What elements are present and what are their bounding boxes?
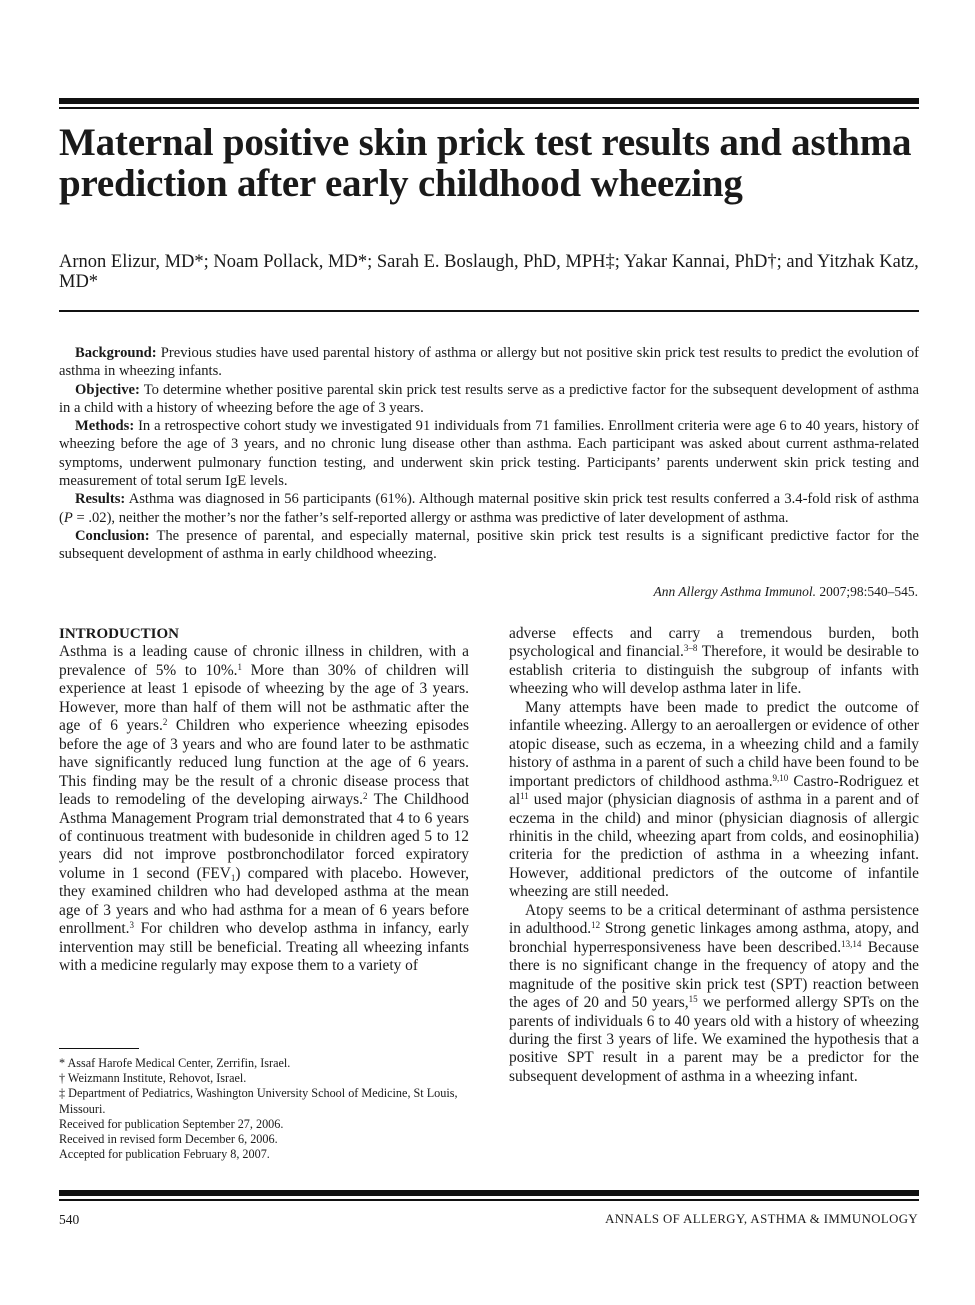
top-rule-thick bbox=[59, 98, 919, 104]
footnote: * Assaf Harofe Medical Center, Zerrifin, Israel. bbox=[59, 1056, 291, 1070]
body-text: The Childhood Asthma Management Program trial demonstrated that 4 to 6 years of continuous treatment with budesonide in children aged 5 to 12 years did not improve postbronchodilator forced expiratory volume in 1 second (FEV bbox=[59, 791, 469, 882]
abstract-methods bbox=[59, 417, 919, 490]
body-paragraph bbox=[509, 625, 919, 699]
body-text: Asthma is a leading cause of chronic illness in children, with a prevalence of 5% to 10%. bbox=[59, 643, 469, 679]
abstract-label: Background: bbox=[75, 345, 157, 361]
footnote: Accepted for publication February 8, 2007. bbox=[59, 1147, 270, 1162]
body-text: ) compared with placebo. However, they examined children who had developed asthma at the mean age of 3 years and who had asthma for a mean of 6 years before enrollment. bbox=[59, 864, 469, 938]
right-column bbox=[509, 625, 919, 1086]
reference-marker: 3 bbox=[129, 920, 135, 931]
left-column bbox=[59, 625, 469, 976]
body-text: used major (physician diagnosis of asthma in a parent and of eczema in the child) and minor (physician diagnosis of allergic rhinitis in the child, wheezing apart from colds, and eosinophilia) criteria for the prediction of asthma in a wheezing infant. However, additional predictors of the outcome of infantile wheezing are still needed. bbox=[509, 791, 919, 901]
footnote: Received in revised form December 6, 2006. bbox=[59, 1132, 278, 1147]
citation-journal: Ann Allergy Asthma Immunol. bbox=[653, 584, 816, 599]
body-text: adverse effects and carry a tremendous burden, both psychological and financial. bbox=[509, 625, 919, 661]
reference-marker: 3–8 bbox=[683, 643, 698, 654]
body-text: Therefore, it would be desirable to establish criteria to distinguish the subgroup of infants with wheezing who will develop asthma later in life. bbox=[509, 643, 919, 698]
abstract-text: Previous studies have used parental history of asthma or allergy but not positive skin prick test results to predict the evolution of asthma in wheezing infants. bbox=[59, 345, 919, 380]
abstract-text: The presence of parental, and especially maternal, positive skin prick test results is a significant predictive factor for the subsequent development of asthma in early childhood wheezing. bbox=[59, 527, 919, 563]
abstract bbox=[59, 344, 919, 564]
footnote: † Weizmann Institute, Rehovot, Israel. bbox=[59, 1071, 247, 1086]
top-rule-thin bbox=[59, 107, 919, 109]
reference-marker: 13,14 bbox=[841, 938, 862, 949]
footnote-divider bbox=[59, 1048, 139, 1049]
article-title: Maternal positive skin prick test results and asthma prediction after early childhood wheezing bbox=[59, 121, 912, 205]
body-text: Atopy seems to be a critical determinant of asthma persistence in adulthood. bbox=[509, 901, 919, 938]
reference-marker: 9,10 bbox=[772, 772, 789, 783]
body-paragraph bbox=[59, 643, 469, 975]
body-paragraph bbox=[509, 902, 919, 1087]
body-paragraph bbox=[509, 699, 919, 902]
abstract-objective bbox=[59, 381, 919, 418]
reference-marker: 2 bbox=[362, 791, 368, 802]
body-text: we performed allergy SPTs on the parents of individuals 6 to 40 years old with a history of wheezing during the first 3 years of life. We examined the hypothesis that a positive SPT result in a parent may be a predictor for the subsequent development of asthma in a wheezing infant. bbox=[509, 994, 919, 1085]
citation bbox=[653, 583, 918, 601]
author-list: Arnon Elizur, MD*; Noam Pollack, MD*; Sarah E. Boslaugh, PhD, MPH‡; Yakar Kannai, PhD†; and Yitzhak Katz, MD* bbox=[59, 252, 919, 292]
footnote: ‡ Department of Pediatrics, Washington University School of Medicine, St Louis, Missouri. bbox=[59, 1086, 458, 1116]
subscript: 1 bbox=[230, 872, 236, 883]
footnotes bbox=[59, 1056, 469, 1162]
abstract-conclusion bbox=[59, 527, 919, 564]
body-text: Castro-Rodriguez et al bbox=[509, 772, 919, 809]
abstract-label: Objective: bbox=[75, 381, 140, 398]
abstract-label: Methods: bbox=[75, 418, 135, 435]
abstract-text: Asthma was diagnosed in 56 participants (61%). Although maternal positive skin prick test results conferred a 3.4-fold risk of asthma ( bbox=[59, 491, 919, 526]
reference-marker: 11 bbox=[520, 791, 529, 802]
header-divider bbox=[59, 310, 919, 312]
body-text: Strong genetic linkages among asthma, atopy, and bronchial hyperresponsiveness have been described. bbox=[509, 920, 919, 956]
page-number: 540 bbox=[59, 1212, 80, 1227]
abstract-text: In a retrospective cohort study we investigated 91 individuals from 71 families. Enrollment criteria were age 6 to 40 years, history of wheezing before the age of 3 years, and no chronic lung disease other than asthma. Each participant was asked about current asthma-related symptoms, underwent pulmonary function testing, and underwent skin prick testing. Participants’ parents underwent skin prick testing and measurement of total serum IgE levels. bbox=[59, 418, 919, 490]
abstract-label: Results: bbox=[75, 491, 126, 508]
abstract-text: = .02), neither the mother’s nor the father’s self-reported allergy or asthma was predictive of later development of asthma. bbox=[72, 509, 789, 526]
reference-marker: 12 bbox=[591, 920, 601, 931]
footnote: Received for publication September 27, 2006. bbox=[59, 1116, 284, 1131]
journal-name: ANNALS OF ALLERGY, ASTHMA & IMMUNOLOGY bbox=[605, 1212, 918, 1226]
body-text: Children who experience wheezing episodes before the age of 3 years and who are found later to be asthmatic have significantly reduced lung function at the age of 6 years. This finding may be the result of a chronic disease process that leads to remodeling of the developing airways. bbox=[59, 717, 469, 809]
abstract-label: Conclusion: bbox=[75, 527, 150, 544]
abstract-background bbox=[59, 344, 919, 381]
body-text: For children who develop asthma in infancy, early intervention may still be beneficial. Treating all wheezing infants with a medicine regularly may expose them to a variety of bbox=[59, 920, 469, 975]
body-text: Many attempts have been made to predict the outcome of infantile wheezing. Allergy to an aeroallergen or evidence of other atopic disease, such as eczema, in a wheezing child and a family history of asthma in a parent of such a child have been found to be important predictors of childhood asthma. bbox=[509, 698, 919, 790]
reference-marker: 15 bbox=[688, 994, 698, 1005]
abstract-results bbox=[59, 490, 919, 527]
bottom-rule-thick bbox=[59, 1190, 919, 1196]
p-value-symbol: P bbox=[63, 509, 73, 526]
reference-marker: 2 bbox=[162, 717, 168, 728]
bottom-rule-thin bbox=[59, 1199, 919, 1201]
reference-marker: 1 bbox=[237, 661, 243, 672]
citation-details: 2007;98:540–545. bbox=[815, 584, 918, 599]
body-text: More than 30% of children will experience at least 1 episode of wheezing by the age of 3 years. However, more than half of them will not be asthmatic after the age of 6 years. bbox=[59, 661, 469, 735]
section-heading-introduction: INTRODUCTION bbox=[59, 626, 180, 642]
abstract-text: To determine whether positive parental skin prick test results serve as a predictive factor for the subsequent development of asthma in a child with a history of wheezing before the age of 3 years. bbox=[59, 381, 919, 416]
body-text: Because there is no significant change in the frequency of atopy and the magnitude of the positive skin prick test (SPT) reaction between the ages of 20 and 50 years, bbox=[509, 938, 919, 1012]
